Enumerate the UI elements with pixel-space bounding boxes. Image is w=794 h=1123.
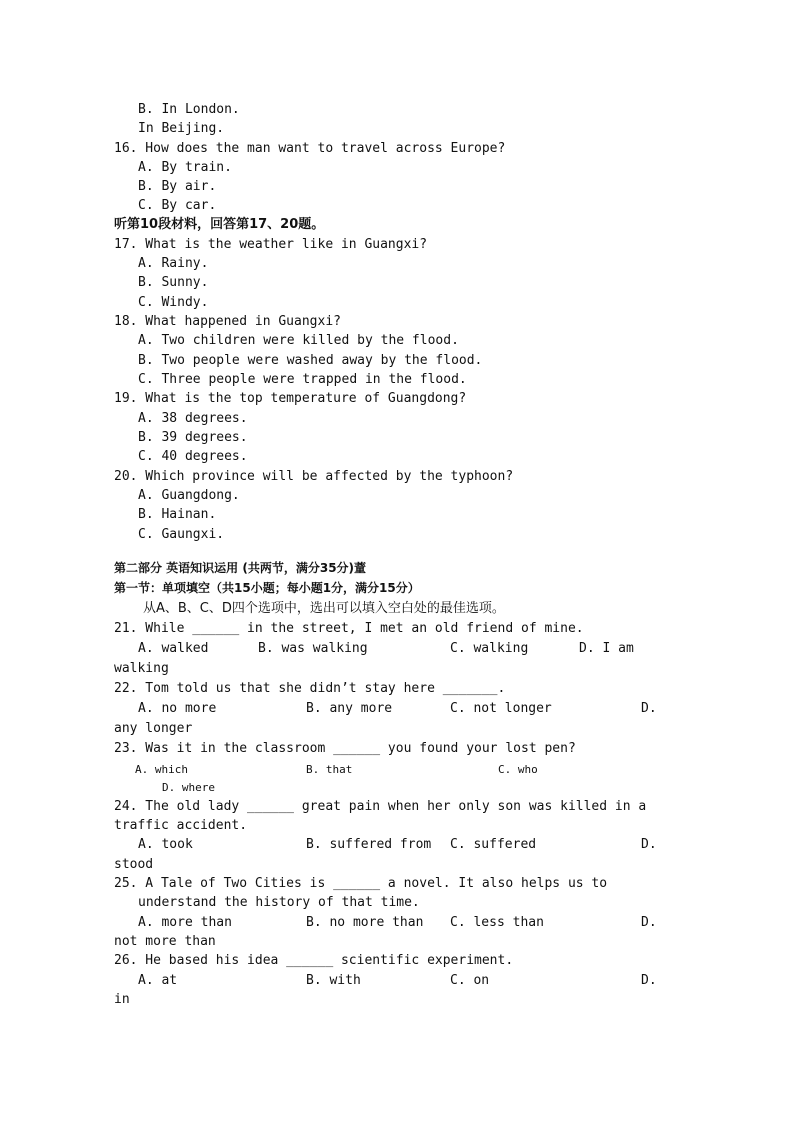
q18-option-c: C. Three people were trapped in the flood. [138, 372, 467, 387]
q22-question: 22. Tom told us that she didn’t stay here _______. [114, 681, 506, 696]
q24-option-a: A. took [138, 837, 193, 852]
q22-option-d: D. [641, 701, 657, 716]
q20-option-c: C. Gaungxi. [138, 527, 225, 542]
q16-option-c: C. By car. [138, 198, 217, 213]
q18-option-a: A. Two children were killed by the flood. [138, 333, 459, 348]
q21-question: 21. While ______ in the street, I met an old friend of mine. [114, 621, 584, 636]
q21-option-a: A. walked [138, 641, 209, 656]
q17-question: 17. What is the weather like in Guangxi? [114, 237, 428, 252]
q21-option-c: C. walking [450, 641, 529, 656]
q17-option-c: C. Windy. [138, 295, 209, 310]
section1-instruction: 从A、B、C、D四个选项中，选出可以填入空白处的最佳选项。 [143, 601, 505, 616]
q22-option-c: C. not longer [450, 701, 552, 716]
q15-option-c: In Beijing. [138, 121, 225, 136]
q25-option-c: C. less than [450, 915, 544, 930]
q18-option-b: B. Two people were washed away by the flood. [138, 353, 483, 368]
q23-option-c: C. who [498, 763, 538, 776]
q26-option-c: C. on [450, 973, 490, 988]
q26-option-d-cont: in [114, 992, 130, 1007]
q25-option-a: A. more than [138, 915, 232, 930]
q19-option-c: C. 40 degrees. [138, 449, 248, 464]
q24-option-d: D. [641, 837, 657, 852]
q24-option-b: B. suffered from [306, 837, 432, 852]
q23-option-b: B. that [306, 763, 353, 776]
q16-question: 16. How does the man want to travel across Europe? [114, 141, 506, 156]
q22-option-d-cont: any longer [114, 721, 193, 736]
q19-question: 19. What is the top temperature of Guangdong? [114, 391, 467, 406]
q19-option-b: B. 39 degrees. [138, 430, 248, 445]
q21-option-b: B. was walking [258, 641, 368, 656]
q25-question-cont: understand the history of that time. [138, 895, 420, 910]
q25-option-b: B. no more than [306, 915, 424, 930]
q23-option-d: D. where [162, 781, 215, 794]
q24-question-cont: traffic accident. [114, 818, 248, 833]
q25-option-d-cont: not more than [114, 934, 216, 949]
q26-option-d: D. [641, 973, 657, 988]
section1-heading: 第一节：单项填空（共15小题；每小题1分，满分15分） [114, 581, 420, 595]
q24-option-c: C. suffered [450, 837, 537, 852]
q24-question: 24. The old lady ______ great pain when her only son was killed in a [114, 799, 647, 814]
q26-question: 26. He based his idea ______ scientific experiment. [114, 953, 514, 968]
q23-question: 23. Was it in the classroom ______ you found your lost pen? [114, 741, 576, 756]
q20-option-b: B. Hainan. [138, 507, 217, 522]
q17-option-b: B. Sunny. [138, 275, 209, 290]
q15-option-b: B. In London. [138, 102, 240, 117]
q26-option-b: B. with [306, 973, 361, 988]
q22-option-b: B. any more [306, 701, 393, 716]
section-10-heading: 听第10段材料，回答第17、20题。 [114, 217, 325, 232]
q24-option-d-cont: stood [114, 857, 154, 872]
q16-option-b: B. By air. [138, 179, 217, 194]
q21-option-d: D. I am [579, 641, 634, 656]
q20-option-a: A. Guangdong. [138, 488, 240, 503]
q22-option-a: A. no more [138, 701, 217, 716]
part2-heading: 第二部分 英语知识运用 (共两节，满分35分)蕫 [114, 561, 367, 575]
q25-option-d: D. [641, 915, 657, 930]
q25-question: 25. A Tale of Two Cities is ______ a novel. It also helps us to [114, 876, 608, 891]
q17-option-a: A. Rainy. [138, 256, 209, 271]
q20-question: 20. Which province will be affected by the typhoon? [114, 469, 514, 484]
q21-option-d-cont: walking [114, 661, 169, 676]
q26-option-a: A. at [138, 973, 178, 988]
q19-option-a: A. 38 degrees. [138, 411, 248, 426]
q23-option-a: A. which [135, 763, 188, 776]
q16-option-a: A. By train. [138, 160, 232, 175]
q18-question: 18. What happened in Guangxi? [114, 314, 341, 329]
